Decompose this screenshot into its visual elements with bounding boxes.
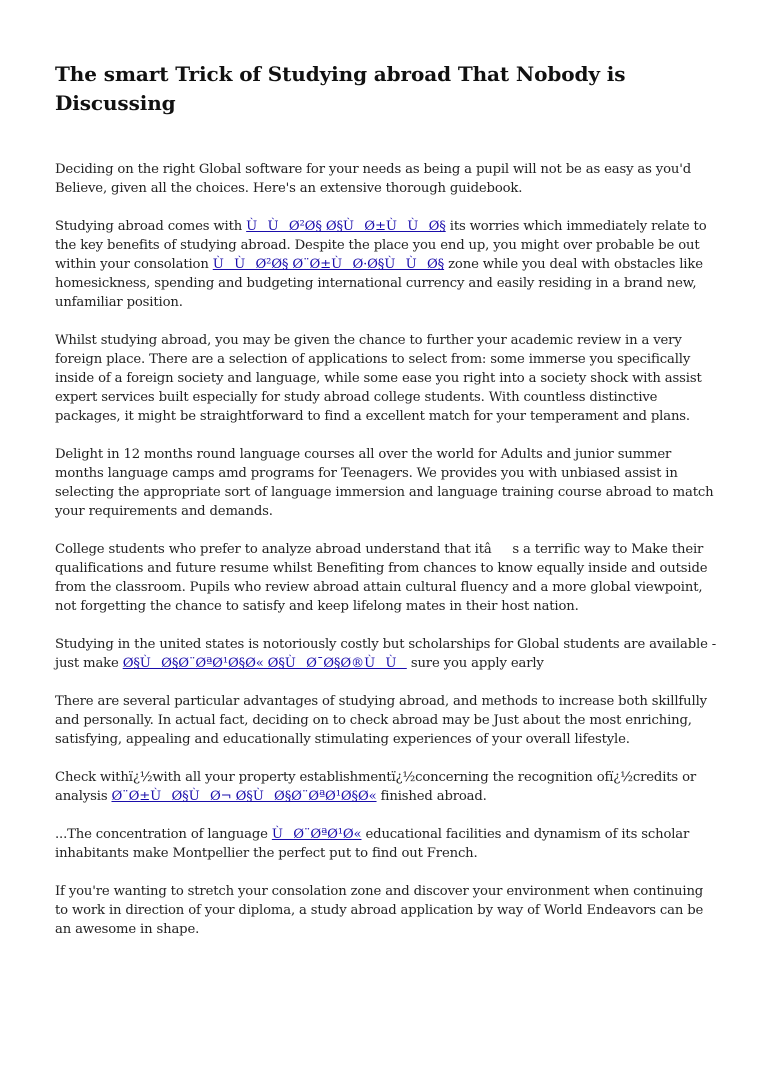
paragraph-advantages: There are several particular advantages of studying abroad, and methods to increase both skillfully and personally. In actual fact, deciding on to check abroad may be Just about the most enriching, satisfying, appealing and educationally stimulating experiences of your overall lifestyle.: [55, 694, 707, 747]
paragraph-montpellier: [55, 825, 717, 863]
article: [55, 60, 717, 958]
page-title: The smart Trick of Studying abroad That Nobody is Discussing: [55, 62, 626, 115]
paragraph-credits: [55, 768, 717, 806]
paragraph-text: ...The concentration of language: [55, 827, 272, 842]
paragraph-text: educational facilities and dynamism of its scholar inhabitants make Montpellier the perfect put to find out French.: [55, 827, 690, 861]
paragraph-worries: [55, 217, 717, 312]
paragraph-scholarships: [55, 635, 717, 673]
paragraph-text: finished abroad.: [376, 789, 487, 804]
inline-link-program[interactable]: Ø¨Ø±ÙØ§Ù Ø¬ Ø§ÙØ§Ø¨ØªØ¹Ø§Ø«: [111, 789, 377, 804]
inline-link-second[interactable]: Ù ÙØ²Ø§ Ø¨Ø±ÙØ·Ø§ÙÙØ§: [212, 257, 445, 272]
paragraph-language-courses: Delight in 12 months round language courses all over the world for Adults and junior summer months language camps amd programs for Teenagers. We provides you with unbiased assist in selecting the appropriate sort of language immersion and language training course abroad to match your requirements and demands.: [55, 447, 714, 519]
paragraph-academic-review: Whilst studying abroad, you may be given the chance to further your academic review in a very foreign place. There are a selection of applications to select from: some immerse you specifically inside of a foreign society and language, while some ease you right into a society shock with assist expert services built especially for study abroad college students. With countless distinctive packages, it might be straightforward to find a excellent match for your temperament and plans.: [55, 333, 702, 424]
paragraph-text: its worries which immediately relate to the key benefits of studying abroad. Despite the place you end up, you might over probable be out within your consolation: [55, 219, 707, 272]
paragraph-text: Check withï¿½with all your property establishmentï¿½concerning the recognition ofï¿½credits or analysis: [55, 770, 697, 804]
paragraph-comfort-zone: If you're wanting to stretch your consolation zone and discover your environment when continuing to work in direction of your diploma, a study abroad application by way of World Endeavors can be an awesome in shape.: [55, 884, 704, 937]
inline-link-scholarship[interactable]: Ø§ÙØ§Ø¨ØªØ¹Ø§Ø« Ø§ÙØ¯Ø§Ø®ÙÙ: [122, 656, 407, 671]
paragraph-college-students: College students who prefer to analyze abroad understand that itâs a terrific way to Make their qualifications and future resume whilst Benefiting from chances to know equally inside and outside from the classroom. Pupils who review abroad attain cultural fluency and a more global viewpoint, not forgetting the chance to satisfy and keep lifelong mates in their host nation.: [55, 542, 708, 614]
paragraph-text: Studying in the united states is notoriously costly but scholarships for Global students are available - just make: [55, 637, 717, 671]
paragraph-text: zone while you deal with obstacles like homesickness, spending and budgeting international currency and easily residing in a brand new, unfamiliar position.: [55, 257, 703, 310]
paragraph-intro: Deciding on the right Global software for your needs as being a pupil will not be as easy as you'd Believe, given all the choices. Here's an extensive thorough guidebook.: [55, 162, 692, 196]
inline-link-first[interactable]: Ù ÙØ²Ø§ Ø§ÙØ±ÙÙ Ø§: [246, 219, 446, 234]
paragraph-text: sure you apply early: [406, 656, 544, 671]
paragraph-text: Studying abroad comes with: [55, 219, 247, 234]
inline-link-scholar[interactable]: Ù Ø¨ØªØ¹Ø«: [271, 827, 362, 842]
